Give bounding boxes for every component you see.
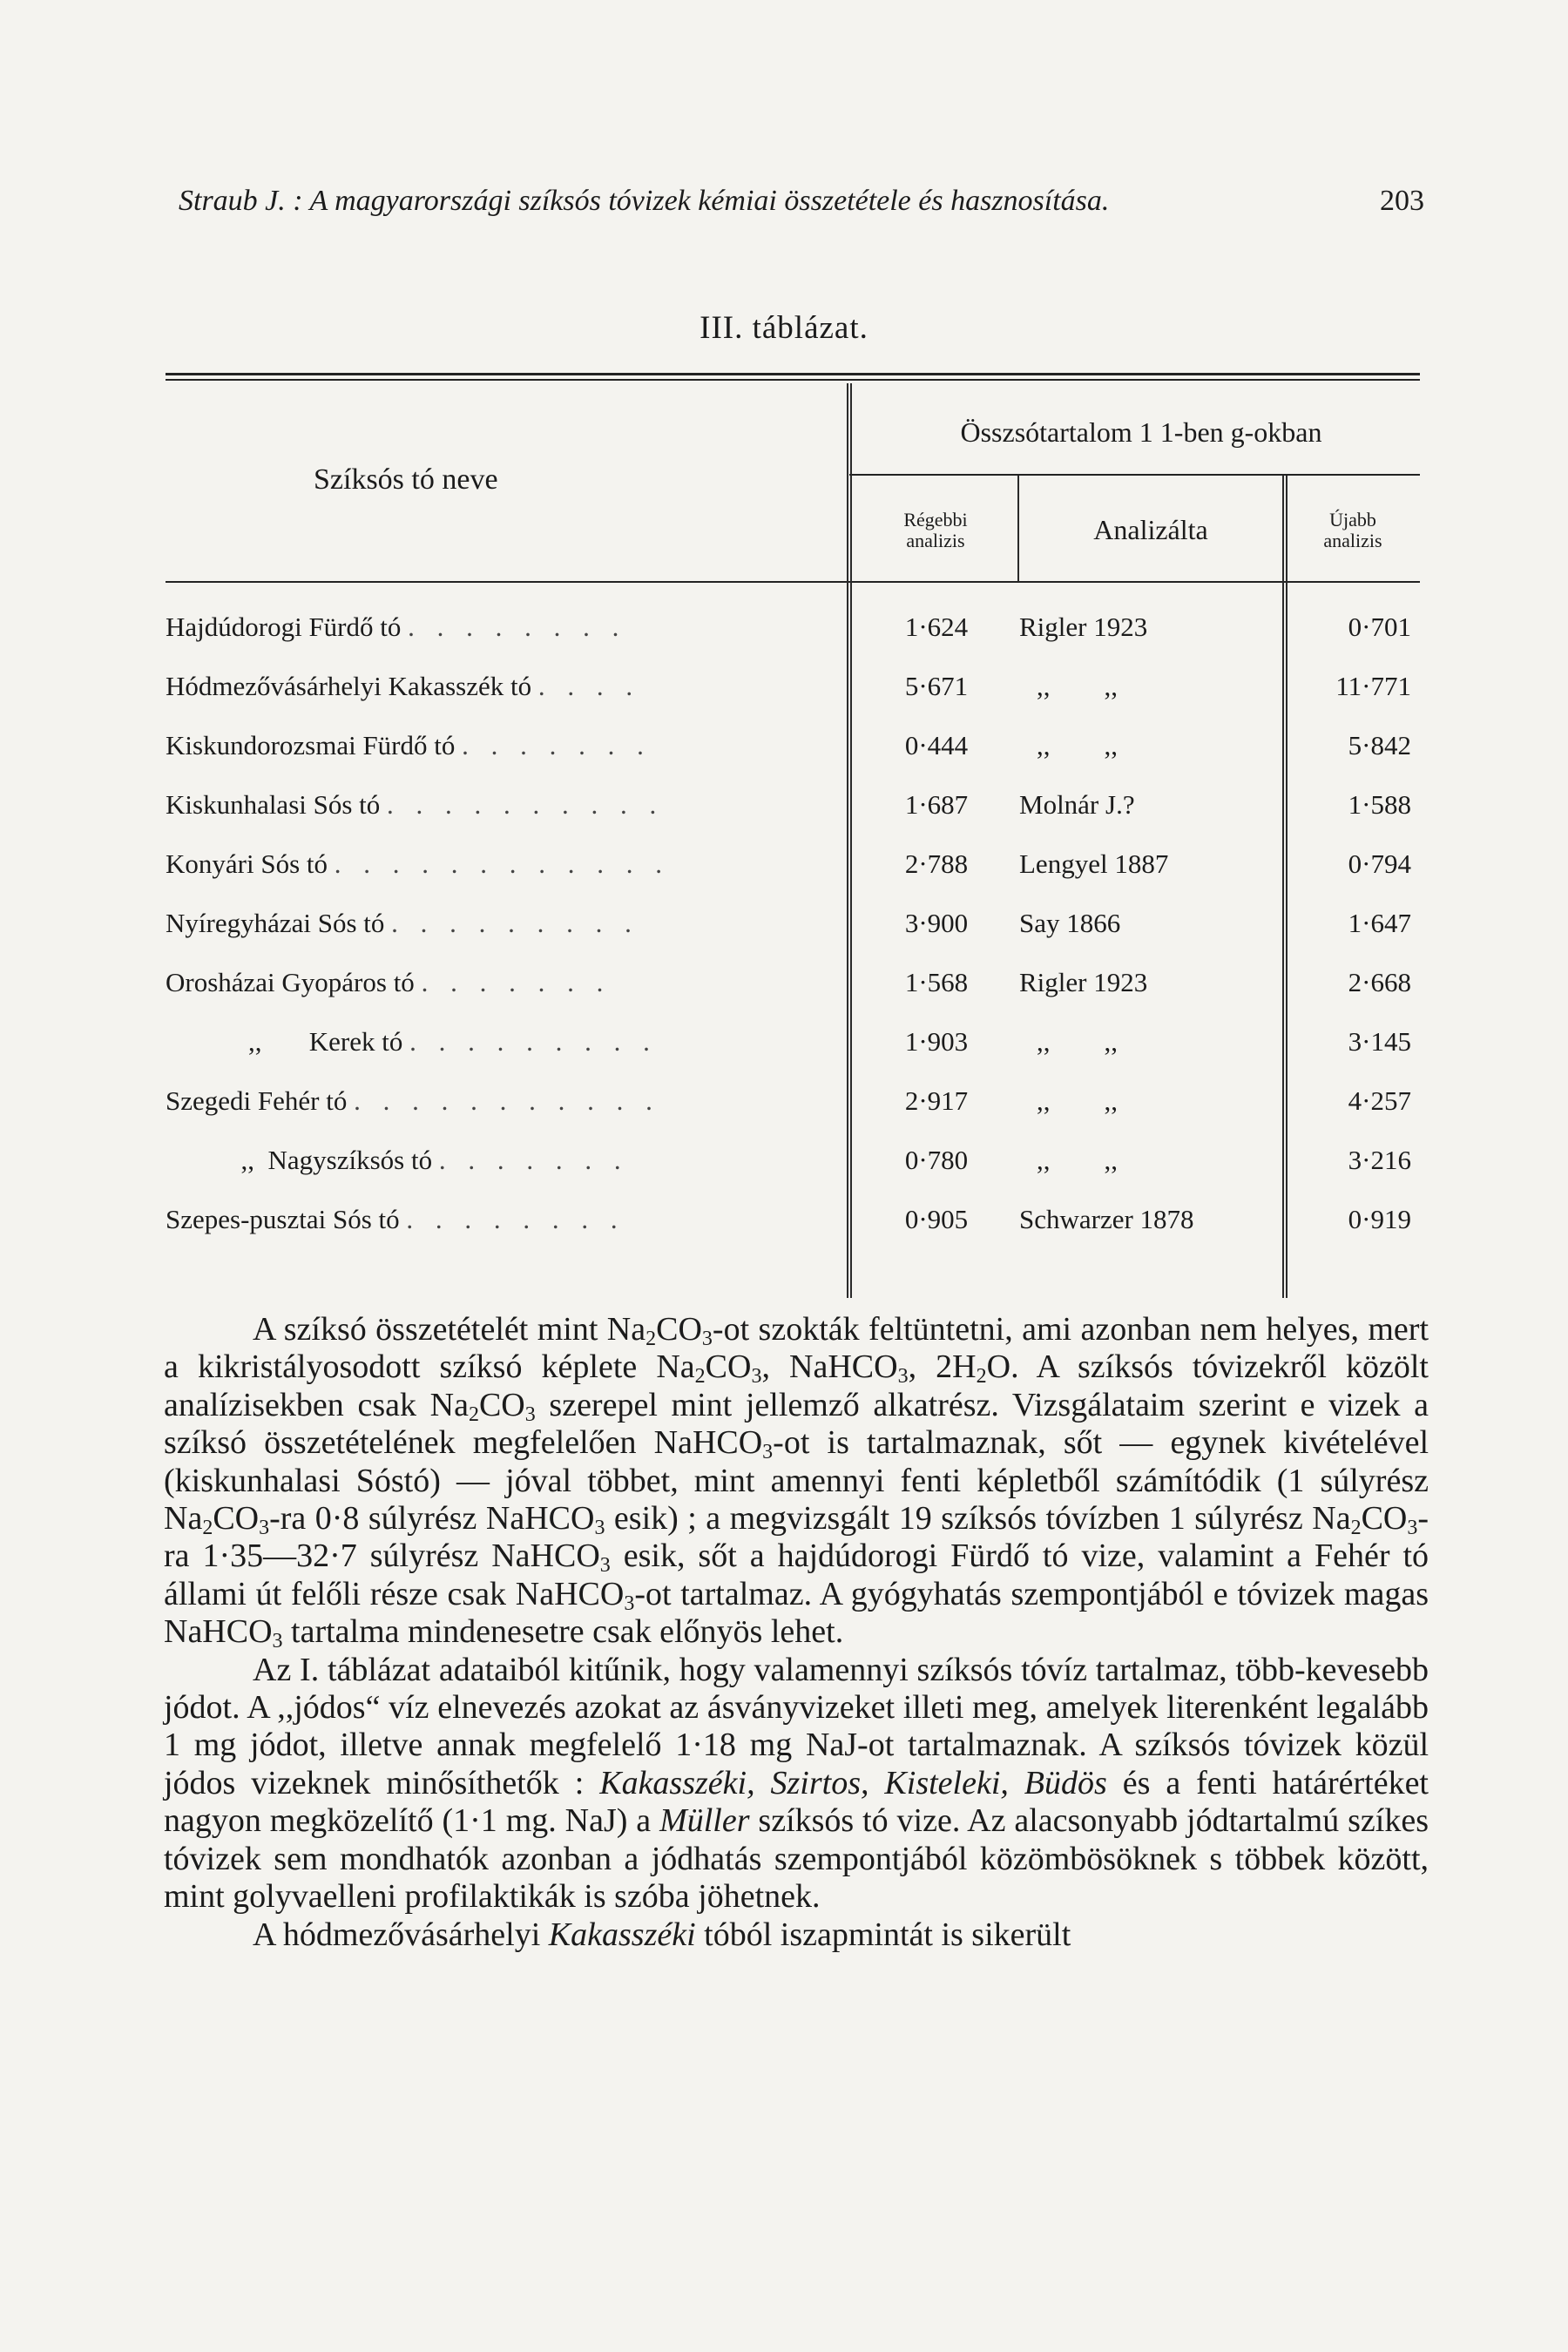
running-head: [179, 185, 1424, 218]
lake-name: Hódmezővásárhelyi Kakasszék tó . . . .: [166, 671, 641, 701]
column-header-name: Szíksós tó neve: [314, 463, 498, 496]
analyst: Molnár J.?: [1019, 789, 1135, 820]
analyst: Rigler 1923: [1019, 967, 1148, 997]
new-analysis-value: 2·668: [1348, 967, 1411, 997]
analyst: ,, ,,: [1037, 1145, 1118, 1175]
old-analysis-value: 0·905: [904, 1204, 969, 1234]
column-header-new-line1: Újabb: [1329, 509, 1376, 531]
old-analysis-value: 5·671: [904, 671, 969, 701]
table-row: [166, 1026, 1420, 1070]
column-header-old-line1: Régebbi: [903, 509, 968, 531]
old-analysis-value: 1·687: [904, 789, 969, 820]
lake-name: ,, Nagyszíksós tó . . . . . . .: [200, 1145, 629, 1175]
column-header-analyst: Analizálta: [1093, 514, 1208, 545]
new-analysis-value: 3·216: [1348, 1145, 1411, 1175]
new-analysis-value: 0·919: [1348, 1204, 1411, 1234]
old-analysis-value: 1·568: [904, 967, 969, 997]
lake-name: Kiskunhalasi Sós tó . . . . . . . . . .: [166, 789, 665, 820]
analyst: Lengyel 1887: [1019, 848, 1169, 879]
table-title: III. táblázat.: [700, 310, 868, 346]
column-header-new-line2: analizis: [1323, 530, 1382, 551]
table-row: [166, 1204, 1420, 1247]
table-row: [166, 730, 1420, 774]
analyst: ,, ,,: [1037, 1026, 1118, 1057]
old-analysis-value: 2·788: [904, 848, 969, 879]
lake-name: Orosházai Gyopáros tó . . . . . . .: [166, 967, 612, 997]
new-analysis-value: 5·842: [1348, 730, 1411, 760]
analyst: ,, ,,: [1037, 1085, 1118, 1116]
page-number: 203: [1380, 185, 1424, 217]
column-header-old: [854, 510, 1017, 551]
new-analysis-value: 1·588: [1348, 789, 1411, 820]
old-analysis-value: 3·900: [904, 908, 969, 938]
new-analysis-value: 3·145: [1348, 1026, 1411, 1057]
lake-name: Szegedi Fehér tó . . . . . . . . . . .: [166, 1085, 660, 1116]
analyst: Say 1866: [1019, 908, 1121, 938]
body-text: [164, 1311, 1429, 1954]
new-analysis-value: 11·771: [1335, 671, 1411, 701]
table-row: [166, 967, 1420, 1010]
new-analysis-value: 0·701: [1348, 612, 1411, 642]
old-analysis-value: 1·624: [904, 612, 969, 642]
lake-name: Konyári Sós tó . . . . . . . . . . . .: [166, 848, 670, 879]
header-bottom-rule: [166, 581, 1420, 583]
data-table: [166, 366, 1420, 1298]
paragraph-2: Az I. táblázat adataiból kitűnik, hogy valamennyi szíksós tóvíz tartalmaz, több-kevesebb jódot. A ,,jódos“ víz elnevezés azokat az ásványvizeket illeti meg, amelyek literenként legalább 1 mg jódot, illetve annak megfelelő 1·18 mg NaJ-ot tartalmaznak. A szíksós tóvizek közül jódos vizeknek minősíthetők : Kakasszéki, Szirtos, Kisteleki, Büdös és a fenti határértéket nagyon megközelítő (1·1 mg. NaJ) a Müller szíksós tó vize. Az alacsonyabb jódtartalmú szíkes tóvizek sem mondhatók azonban a jódhatás szempontjából közömbösöknek s többek között, mint golyvaelleni profilaktikák is szóba jöhetnek.: [164, 1651, 1429, 1916]
old-analysis-value: 0·780: [904, 1145, 969, 1175]
table-top-rule: [166, 373, 1420, 375]
running-head-title: Straub J. : A magyarországi szíksós tóvizek kémiai összetétele és hasznosítása.: [179, 185, 1110, 217]
old-analysis-value: 2·917: [904, 1085, 969, 1116]
table-row: [166, 908, 1420, 951]
table-row: [166, 612, 1420, 655]
analyst: Schwarzer 1878: [1019, 1204, 1194, 1234]
table-row: [166, 671, 1420, 714]
table-top-rule-2: [166, 379, 1420, 381]
paragraph-1: A szíksó összetételét mint $Na_2CO_3-ot$ szokták feltüntetni, ami azonban nem helyes, mert a kikristályosodott szíksó képlete $Na_2CO_3$, NaHCO$_3$, $2H_2O$. A szíksós tóvizekről közölt analízisekben csak $Na_2CO_3$ szerepel mint jellemző alkatrész. Vizsgálataim szerint e vizek a szíksó összetételének megfelelően NaHCO$_3$-ot is tartalmaznak, sőt — egynek kivételével (kiskunhalasi Sóstó) — jóval többet, mint amennyi fenti képletből számítódik (1 súlyrész $Na_2CO_3-ra$ 0·8 súlyrész NaHCO$_3$ esik) ; a megvizsgált 19 szíksós tóvízben 1 súlyrész $Na_2CO_3-ra$ 1·35—32·7 súlyrész NaHCO$_3$ esik, sőt a hajdúdorogi Fürdő tó vize, valamint a Fehér tó állami út felőli része csak NaHCO$_3$-ot tartalmaz. A gyógyhatás szempontjából e tóvizek magas NaHCO$_3$ tartalma mindenesetre csak előnyös lehet.: [164, 1311, 1429, 1653]
group-header: Összsótartalom 1 1-ben g-okban: [960, 416, 1322, 448]
table-row: [166, 1085, 1420, 1129]
lake-name: Szepes-pusztai Sós tó . . . . . . . .: [166, 1204, 625, 1234]
analyst: ,, ,,: [1037, 730, 1118, 760]
new-analysis-value: 1·647: [1348, 908, 1411, 938]
column-header-new: [1288, 510, 1418, 551]
column-header-old-line2: analizis: [906, 530, 965, 551]
new-analysis-value: 4·257: [1348, 1085, 1411, 1116]
paragraph-3: A hódmezővásárhelyi Kakasszéki tóból iszapmintát is sikerült: [253, 1916, 1071, 1953]
analyst: ,, ,,: [1037, 671, 1118, 701]
old-analysis-value: 0·444: [904, 730, 969, 760]
old-analysis-value: 1·903: [904, 1026, 969, 1057]
lake-name: Kiskundorozsmai Fürdő tó . . . . . . .: [166, 730, 652, 760]
table-row: [166, 789, 1420, 833]
lake-name: ,, Kerek tó . . . . . . . . .: [248, 1026, 658, 1057]
lake-name: Nyíregyházai Sós tó . . . . . . . . .: [166, 908, 639, 938]
new-analysis-value: 0·794: [1348, 848, 1411, 879]
table-row: [166, 1145, 1420, 1188]
table-row: [166, 848, 1420, 892]
group-header-rule: [849, 474, 1420, 476]
analyst: Rigler 1923: [1019, 612, 1148, 642]
lake-name: Hajdúdorogi Fürdő tó . . . . . . . .: [166, 612, 627, 642]
